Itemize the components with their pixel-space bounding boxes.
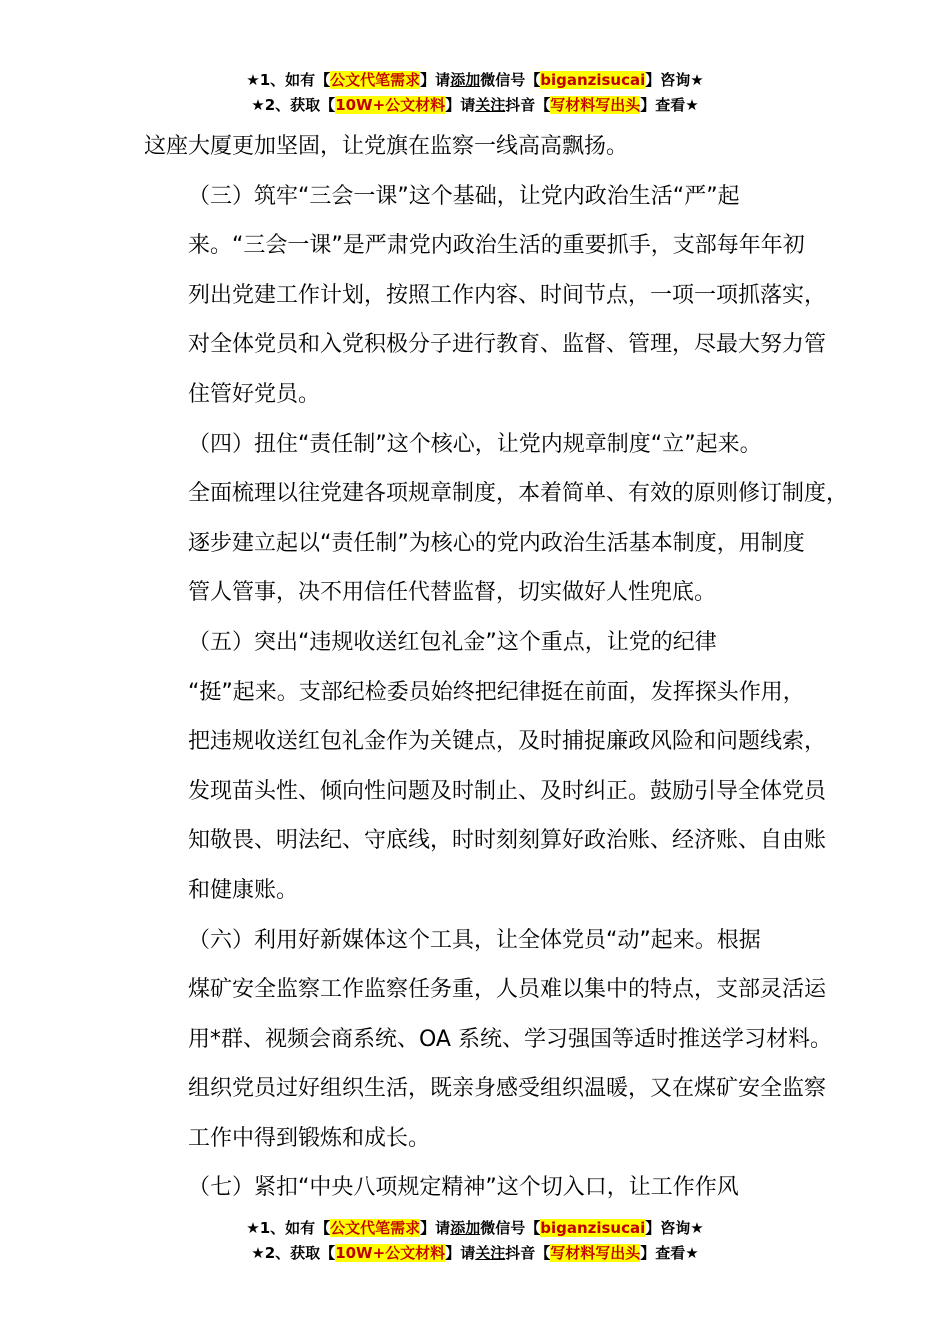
text-line: 用*群、视频会商系统、OA 系统、学习强国等适时推送学习材料。 [188,1026,832,1052]
document-body [144,122,849,1213]
text-line: 逐步建立起以“责任制”为核心的党内政治生活基本制度，用制度 [188,530,805,556]
promo-line-2 [0,1241,950,1266]
promo-emphasis: 关注 [475,96,506,114]
paragraph [144,1163,834,1213]
promo-text: 】请 [445,96,476,114]
promo-emphasis: 添加 [450,1219,481,1237]
promo-text: 】请 [445,1244,476,1262]
promo-highlight: 10W+公文材料 [335,1244,446,1262]
paragraph [144,916,834,1164]
promo-text: 】咨询★ [645,71,704,89]
promo-text: ★2、获取【 [251,96,336,114]
text-line: 全面梳理以往党建各项规章制度，本着简单、有效的原则修订制度， [188,481,849,507]
promo-emphasis: 关注 [475,1244,506,1262]
promo-text: 】查看★ [640,1244,699,1262]
text-line: 把违规收送红包礼金作为关键点，及时捕捉廉政风险和问题线索， [188,729,827,755]
text-line: 和健康账。 [188,877,299,903]
promo-wechat-id: biganzisucai [540,1219,646,1237]
text-line: 这座大厦更加坚固，让党旗在监察一线高高飘扬。 [144,134,629,159]
text-line: 知敬畏、明法纪、守底线，时时刻刻算好政治账、经济账、自由账 [188,828,827,854]
promo-line-1 [0,1216,950,1241]
text-line: 发现苗头性、倾向性问题及时制止、及时纠正。鼓励引导全体党员 [188,778,827,804]
text-line: （六）利用好新媒体这个工具，让全体党员“动”起来。根据 [188,927,761,953]
promo-text: ★2、获取【 [251,1244,336,1262]
promo-text: 】请 [420,71,451,89]
text-line: 管人管事，决不用信任代替监督，切实做好人性兜底。 [188,580,717,606]
text-line: “挺”起来。支部纪检委员始终把纪律挺在前面，发挥探头作用， [188,679,805,705]
promo-highlight: 10W+公文材料 [335,96,446,114]
header-promo-banner [0,68,950,118]
text-line: （七）紧扣“中央八项规定精神”这个切入口，让工作作风 [188,1175,739,1201]
promo-text: ★1、如有【 [246,71,331,89]
promo-text: 抖音【 [505,1244,551,1262]
text-line: 住管好党员。 [188,381,321,407]
promo-highlight: 公文代笔需求 [330,71,421,89]
promo-text: 微信号【 [480,1219,541,1237]
promo-text: 抖音【 [505,96,551,114]
text-line: 对全体党员和入党积极分子进行教育、监督、管理，尽最大努力管 [188,332,827,358]
promo-text: ★1、如有【 [246,1219,331,1237]
promo-line-1 [0,68,950,93]
text-line: 来。“三会一课”是严肃党内政治生活的重要抓手，支部每年年初 [188,233,805,259]
text-line: （四）扭住“责任制”这个核心，让党内规章制度“立”起来。 [188,431,762,457]
promo-text: 】查看★ [640,96,699,114]
promo-emphasis: 添加 [450,71,481,89]
promo-line-2 [0,93,950,118]
promo-text: 】请 [420,1219,451,1237]
text-line: （五）突出“违规收送红包礼金”这个重点，让党的纪律 [188,629,717,655]
text-line: 工作中得到锻炼和成长。 [188,1125,431,1151]
promo-text: 】咨询★ [645,1219,704,1237]
paragraph [144,618,834,916]
text-line: 组织党员过好组织生活，既亲身感受组织温暖，又在煤矿安全监察 [188,1076,827,1102]
paragraph [144,172,834,420]
paragraph [144,122,834,172]
text-line: （三）筑牢“三会一课”这个基础，让党内政治生活“严”起 [188,183,740,209]
promo-highlight: 公文代笔需求 [330,1219,421,1237]
promo-douyin-id: 写材料写出头 [550,96,641,114]
text-line: 列出党建工作计划，按照工作内容、时间节点，一项一项抓落实， [188,282,827,308]
text-line: 煤矿安全监察工作监察任务重，人员难以集中的特点，支部灵活运 [188,977,827,1003]
promo-wechat-id: biganzisucai [540,71,646,89]
promo-text: 微信号【 [480,71,541,89]
paragraph [144,420,849,618]
footer-promo-banner [0,1216,950,1266]
promo-douyin-id: 写材料写出头 [550,1244,641,1262]
